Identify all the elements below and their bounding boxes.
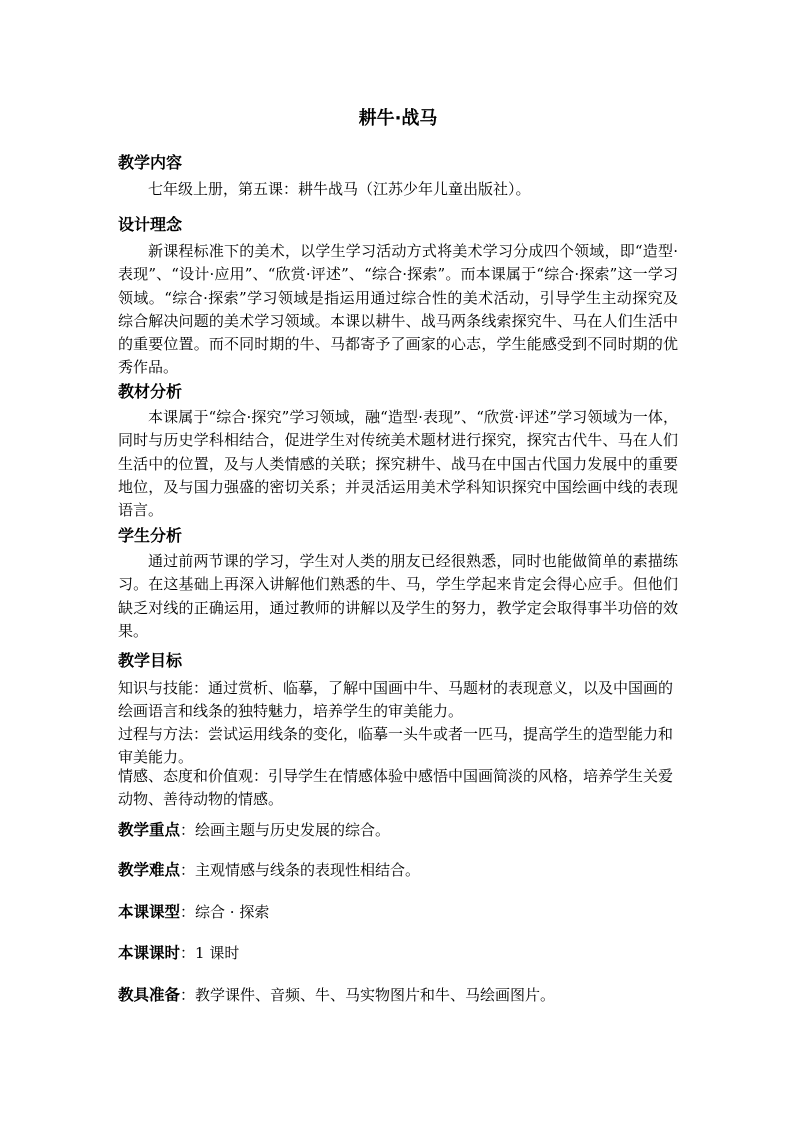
- teaching-aids-value: ：教学课件、音频、牛、马实物图片和牛、马绘画图片。: [180, 986, 556, 1004]
- section-text-design: 新课程标准下的美术，以学生学习活动方式将美术学习分成四个领域，即“造型·表现”、“设计·应用”、“欣赏·评述”、“综合·探索”。而本课属于“综合·探索”这一学习领域。“综合·探索”学习领域是指运用通过综合性的美术活动，引导学生主动探究及综合解决问题的美术学习领域。本课以耕牛、战马两条线索探究牛、马在人们生活中的重要位置。而不同时期的牛、马都寄予了画家的心志，学生能感受到不同时期的优秀作品。: [118, 242, 678, 377]
- lesson-type-label: 本课课型: [118, 903, 181, 921]
- page-title: 耕牛·战马: [358, 108, 438, 129]
- section-heading-content: 教学内容: [118, 153, 183, 172]
- key-point-label: 教学重点: [118, 821, 181, 839]
- goal-process: 过程与方法：尝试运用线条的变化，临摹一头牛或者一匹马，提高学生的造型能力和审美能力。: [118, 725, 674, 767]
- lesson-hours-value: ：1 课时: [180, 944, 240, 962]
- key-point: [118, 818, 390, 840]
- lesson-hours: [118, 941, 239, 963]
- section-text-students: 通过前两节课的学习，学生对人类的朋友已经很熟悉，同时也能做简单的素描练习。在这基础上再深入讲解他们熟悉的牛、马，学生学起来肯定会得心应手。但他们缺乏对线的正确运用，通过教师的讲解以及学生的努力，教学定会取得事半功倍的效果。: [118, 552, 678, 640]
- difficult-point-value: ：主观情感与线条的表现性相结合。: [180, 861, 421, 879]
- teaching-aids-label: 教具准备: [118, 986, 181, 1004]
- section-text-material: 本课属于“综合·探究”学习领域，融“造型·表现”、“欣赏·评述”学习领域为一体，同时与历史学科相结合，促进学生对传统美术题材进行探究，探究古代牛、马在人们生活中的位置，及与人类情感的关联；探究耕牛、战马在中国古代国力发展中的重要地位，及与国力强盛的密切关系；并灵活运用美术学科知识探究中国绘画中线的表现语言。: [118, 408, 678, 520]
- teaching-aids: [118, 983, 555, 1005]
- goal-knowledge: 知识与技能：通过赏析、临摹，了解中国画中牛、马题材的表现意义，以及中国画的绘画语言和线条的独特魅力，培养学生的审美能力。: [118, 679, 674, 721]
- lesson-hours-label: 本课课时: [118, 944, 181, 962]
- section-heading-material: 教材分析: [118, 382, 183, 401]
- section-heading-goals: 教学目标: [118, 651, 183, 670]
- lesson-type: [118, 900, 269, 922]
- section-text-content: 七年级上册，第五课：耕牛战马（江苏少年儿童出版社）。: [148, 180, 531, 198]
- key-point-value: ：绘画主题与历史发展的综合。: [180, 821, 391, 839]
- section-heading-design: 设计理念: [118, 215, 183, 234]
- difficult-point: [118, 858, 420, 880]
- section-heading-students: 学生分析: [118, 526, 183, 545]
- goal-emotion: 情感、态度和价值观：引导学生在情感体验中感悟中国画简淡的风格，培养学生关爱动物、善待动物的情感。: [118, 767, 674, 809]
- difficult-point-label: 教学难点: [118, 861, 181, 879]
- lesson-type-value: ：综合 · 探索: [180, 903, 270, 921]
